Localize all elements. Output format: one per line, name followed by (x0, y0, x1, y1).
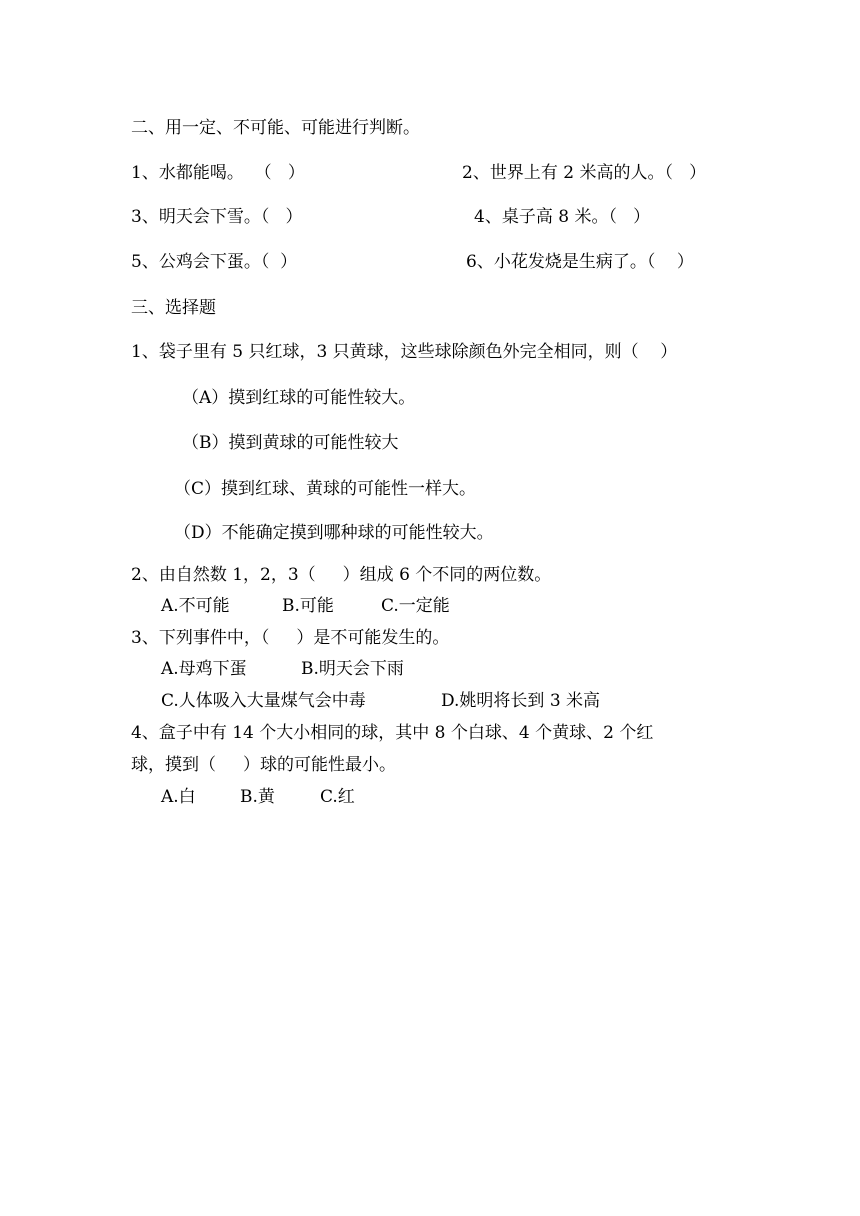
question-3-option-d: D.姚明将长到 3 米高 (441, 691, 601, 711)
question-1-option-d: （D）不能确定摸到哪种球的可能性较大。 (174, 523, 494, 543)
question-4-stem-line-2: 球，摸到（ ）球的可能性最小。 (131, 755, 397, 775)
question-1-option-b: （B）摸到黄球的可能性较大 (182, 433, 399, 453)
question-2-stem: 2、由自然数 1，2，3（ ）组成 6 个不同的两位数。 (131, 565, 552, 585)
question-3-option-c: C.人体吸入大量煤气会中毒 (161, 691, 366, 711)
judgement-item-5: 5、公鸡会下蛋。（ ） (131, 252, 298, 272)
section-2-heading: 二、用一定、不可能、可能进行判断。 (131, 118, 420, 138)
judgement-item-4: 4、桌子高 8 米。（ ） (474, 207, 651, 227)
question-3-stem: 3、下列事件中，（ ）是不可能发生的。 (131, 628, 450, 648)
question-4-option-a: A.白 (161, 787, 196, 807)
judgement-item-1: 1、水都能喝。 （ ） (131, 163, 305, 183)
question-4-option-b: B.黄 (240, 787, 275, 807)
question-1-stem: 1、袋子里有 5 只红球，3 只黄球，这些球除颜色外完全相同，则（ ） (131, 342, 678, 362)
question-1-option-a: （A）摸到红球的可能性较大。 (182, 388, 416, 408)
section-3-heading: 三、选择题 (131, 298, 216, 318)
question-3-option-a: A.母鸡下蛋 (161, 659, 247, 679)
judgement-item-6: 6、小花发烧是生病了。（ ） (466, 252, 694, 272)
question-2-option-a: A.不可能 (161, 596, 230, 616)
judgement-item-3: 3、明天会下雪。（ ） (131, 207, 303, 227)
question-4-stem-line-1: 4、盒子中有 14 个大小相同的球，其中 8 个白球、4 个黄球、2 个红 (131, 723, 654, 743)
question-3-option-b: B.明天会下雨 (301, 659, 404, 679)
judgement-item-2: 2、世界上有 2 米高的人。（ ） (462, 163, 707, 183)
question-2-option-b: B.可能 (282, 596, 334, 616)
question-4-option-c: C.红 (320, 787, 355, 807)
question-2-option-c: C.一定能 (381, 596, 450, 616)
question-1-option-c: （C）摸到红球、黄球的可能性一样大。 (174, 479, 477, 499)
